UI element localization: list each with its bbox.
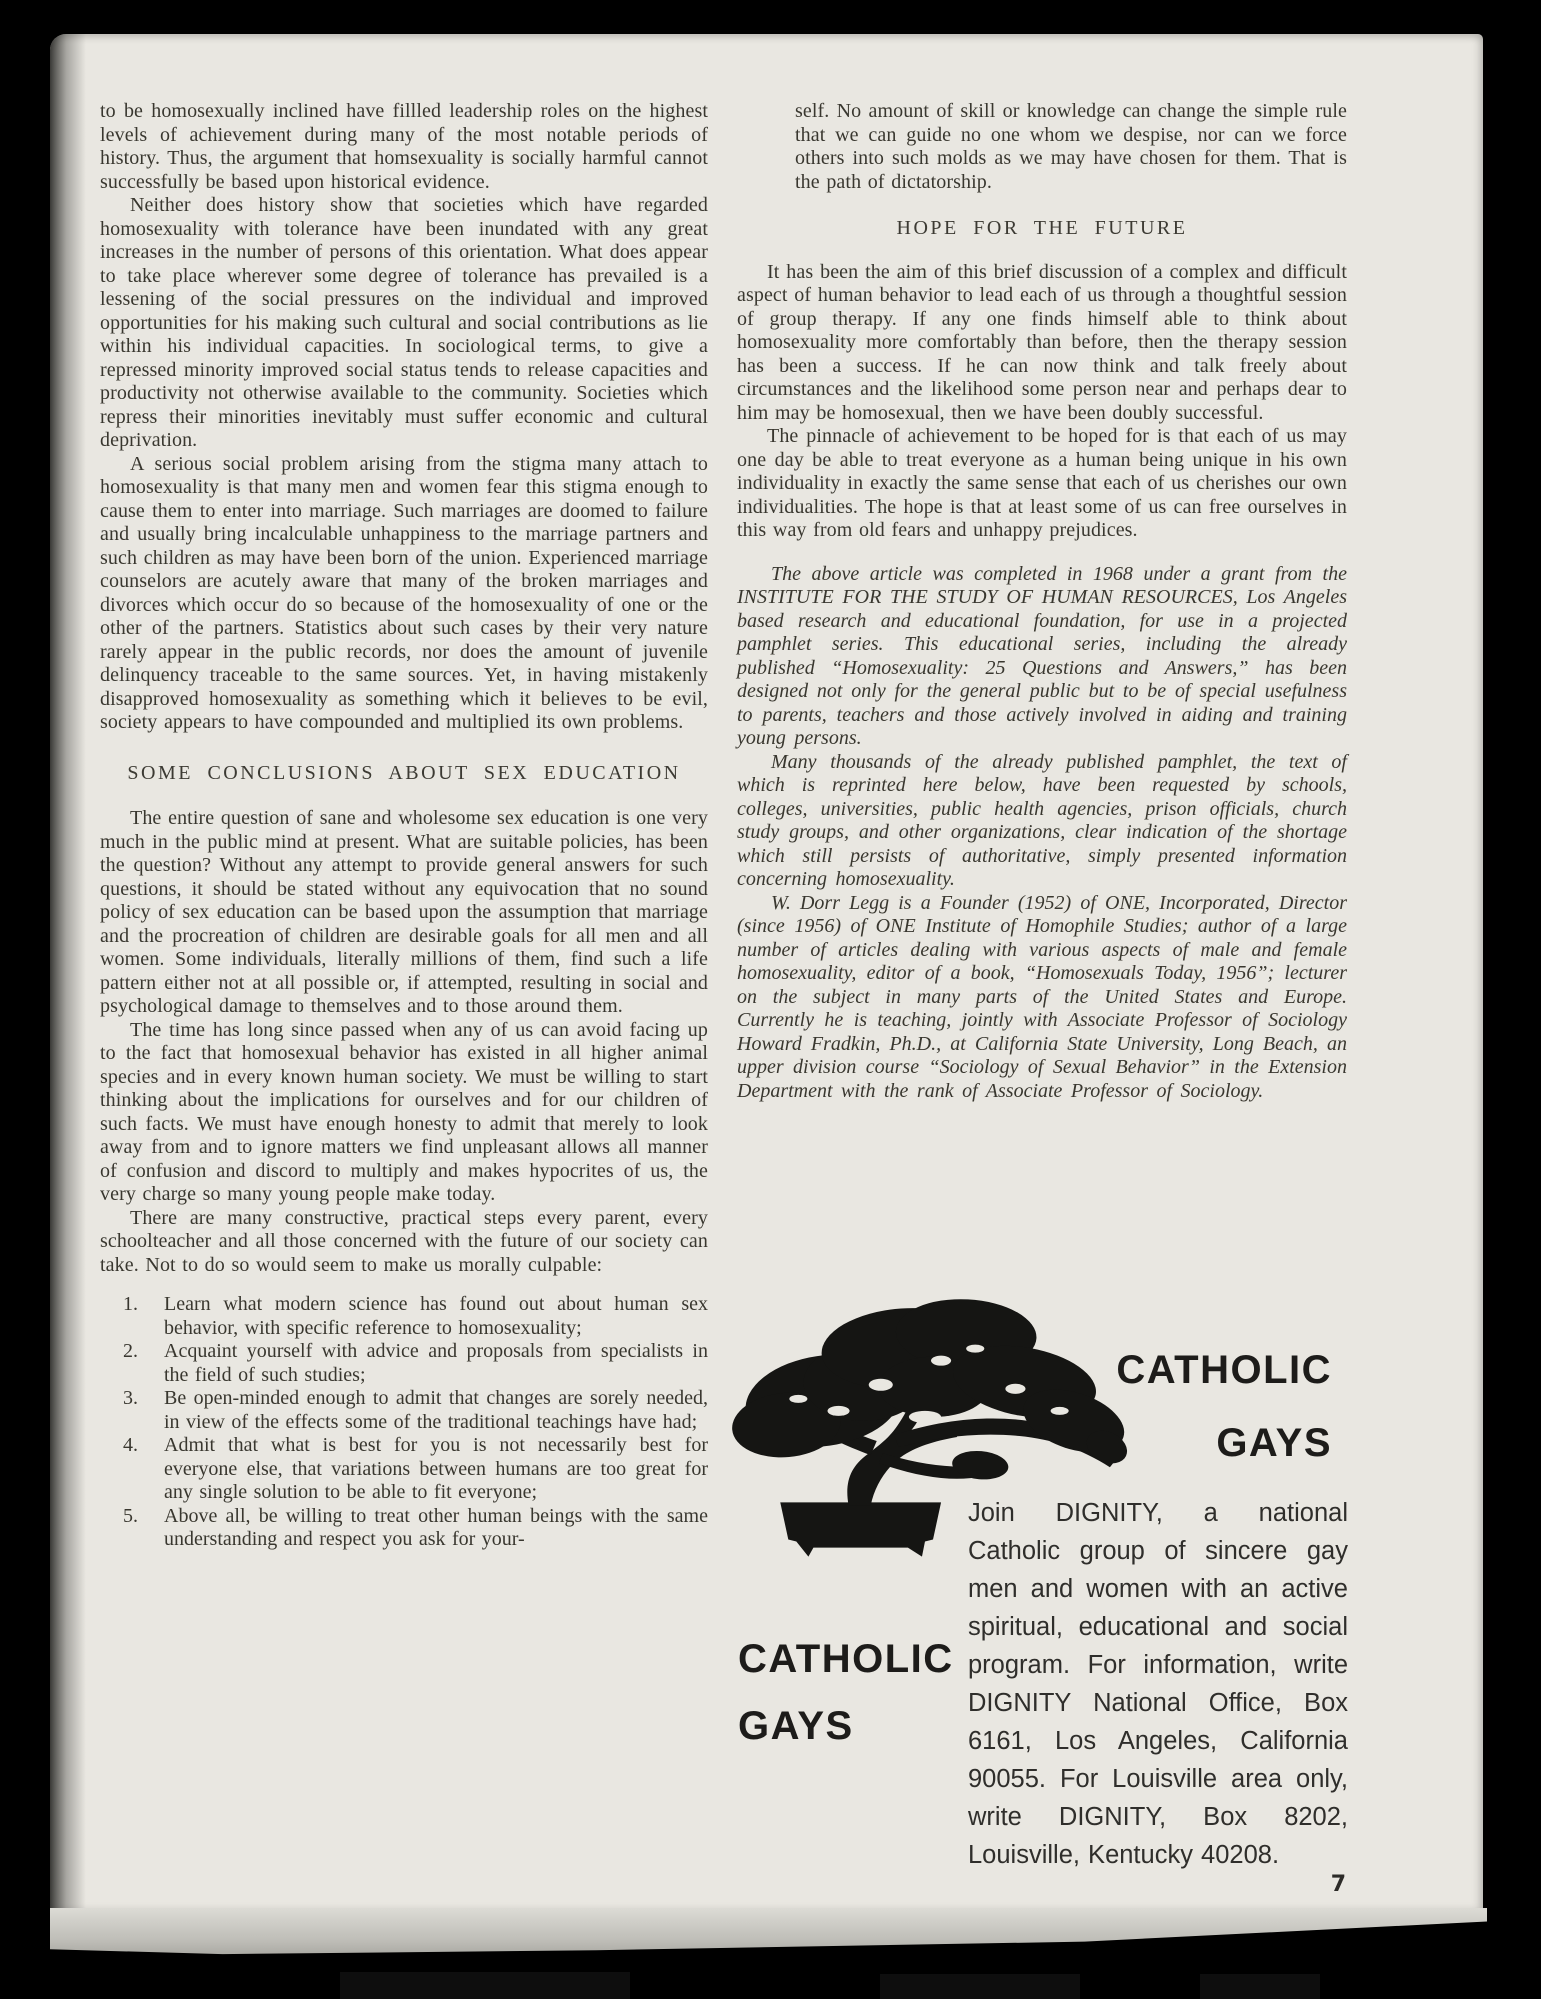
- scan-artifact: [1200, 1974, 1320, 1999]
- paragraph: A serious social problem arising from the stigma many attach to homosexuality is that many men and women fear this stigma enough to cause them to enter into marriage. Such marriages are doomed to failure and usually bring incalculable unhappiness to the marriage partners and such children as may have been born of the union. Experienced marriage counselors are acutely aware that many of the broken marriages and divorces which occur do so because of the homosexuality of one or the other of the partners. Statistics about such cases by their very nature rarely appear in the public records, nor does the amount of juvenile delinquency traceable to the same sources. Yet, in having mistakenly disapproved homosexuality as something which it believes to be evil, society appears to have compounded and multiplied its own problems.: [100, 452, 708, 733]
- list-item-number: 5.: [123, 1504, 138, 1527]
- magazine-page: [50, 34, 1483, 1910]
- paragraph: Neither does history show that societies which have regarded homosexuality with tolerance have been inundated with any great increases in the number of persons of this orientation. What does appear to take place wherever some degree of tolerance has prevailed is a lessening of the social pressures on the individual and improved opportunities for his making such cultural and social contributions as lie within his individual capacities. In sociological terms, to give a repressed minority improved social status tends to release capacities and productivity not otherwise available to the community. Societies which repress their minorities inevitably must suffer economic and cultural deprivation.: [100, 194, 708, 451]
- list-item: [100, 1505, 708, 1552]
- list-item: [100, 1340, 708, 1387]
- ad-title-line2: GAYS: [1216, 1421, 1332, 1465]
- list-item-text: Above all, be willing to treat other human beings with the same understanding and respect you ask for your-: [164, 1504, 708, 1550]
- list-item-text: Learn what modern science has found out about human sex behavior, with specific reference to homosexuality;: [164, 1293, 708, 1339]
- ad-title-line1: CATHOLIC: [1116, 1348, 1332, 1392]
- list-item-number: 2.: [123, 1340, 138, 1362]
- scan-artifact: [340, 1972, 630, 1999]
- paragraph-list-continuation: self. No amount of skill or knowledge can change the simple rule that we can guide no one whom we despise, nor can we force others into such molds as we may have chosen for them. That is the path of dictatorship.: [795, 100, 1347, 193]
- list-item-text: Acquaint yourself with advice and proposals from specialists in the field of such studies;: [164, 1340, 708, 1386]
- numbered-list: [100, 1293, 708, 1552]
- ad-title-line2: GAYS: [738, 1704, 854, 1748]
- list-item: [100, 1434, 708, 1505]
- list-item: [100, 1387, 708, 1434]
- ad-title-top-right: [1060, 1334, 1332, 1480]
- ad-title-line1: CATHOLIC: [738, 1637, 954, 1681]
- paragraph: The pinnacle of achievement to be hoped for is that each of us may one day be able to treat everyone as a human being unique in his own individuality in exactly the same sense that each of us cherishes our own individualities. The hope is that at least some of us can free ourselves in this way from old fears and unhappy prejudices.: [737, 425, 1347, 541]
- paragraph: There are many constructive, practical steps every parent, every schoolteacher and all those concerned with the future of our society can take. Not to do so would seem to make us morally culpable:: [100, 1206, 708, 1276]
- author-bio-note: W. Dorr Legg is a Founder (1952) of ONE, Incorporated, Director (since 1956) of ONE Institute of Homophile Studies; author of a large number of articles dealing with various aspects of male and female homosexuality, editor of a book, “Homosexuals Today, 1956”; lecturer on the subject in many parts of the United States and Europe. Currently he is teaching, jointly with Associate Professor of Sociology Howard Fradkin, Ph.D., at California State University, Long Beach, an upper division course “Sociology of Sexual Behavior” in the Extension Department with the rank of Associate Professor of Sociology.: [737, 891, 1347, 1102]
- right-column: [737, 100, 1347, 1103]
- list-item-number: 4.: [123, 1434, 138, 1456]
- section-heading-sex-education: SOME CONCLUSIONS ABOUT SEX EDUCATION: [127, 761, 681, 784]
- paragraph-continuation: to be homosexually inclined have fillled leadership roles on the highest levels of achievement during many of the most notable periods of history. Thus, the argument that homsexuality is socially harmful cannot successfully be based upon historical evidence.: [100, 100, 708, 193]
- paragraph: The entire question of sane and wholesome sex education is one very much in the public mind at present. What are suitable policies, has been the question? Without any attempt to provide general answers for such questions, it should be stated without any equivocation that no sound policy of sex education can be based upon the assumption that marriage and the procreation of children are desirable goals for all men and all women. Some individuals, literally millions of them, find such a life pattern either not at all possible or, if attempted, resulting in social and psychological damage to themselves and to those around them.: [100, 807, 708, 1017]
- paragraph: It has been the aim of this brief discussion of a complex and difficult aspect of human behavior to lead each of us through a thoughtful session of group therapy. If any one finds himself able to think about homosexuality more comfortably than before, then the therapy session has been a success. If he can now think and talk freely about circumstances and the likelihood some person near and perhaps dear to him may be homosexual, then we have been doubly successful.: [737, 260, 1347, 424]
- left-column: [100, 100, 708, 1552]
- paragraph: The time has long since passed when any of us can avoid facing up to the fact that homosexual behavior has existed in all higher animal species and in every known human society. We must be willing to start thinking about the implications for ourselves and for our children of such facts. We must have enough honesty to admit that merely to look away from and to ignore matters we find unpleasant allows all manner of confusion and discord to multiply and makes hypocrites of us, the very charge so many young people make today.: [100, 1018, 708, 1205]
- list-item-number: 3.: [123, 1387, 138, 1409]
- section-heading-hope: HOPE FOR THE FUTURE: [896, 217, 1188, 239]
- page-number: 7: [1330, 1872, 1346, 1897]
- list-item-text: Admit that what is best for you is not necessarily best for everyone else, that variations between humans are too great for any single solution to be able to fit everyone;: [164, 1434, 708, 1503]
- editor-note: Many thousands of the already published pamphlet, the text of which is reprinted here below, have been requested by schools, colleges, universities, public health agencies, prison officials, church study groups, and other organizations, clear indication of the shortage which still persists of authoritative, simply presented information concerning homosexuality.: [737, 750, 1347, 890]
- list-item-text: Be open-minded enough to admit that changes are sorely needed, in view of the effects some of the traditional teachings have had;: [164, 1387, 708, 1433]
- scan-artifact: [880, 1974, 1080, 1999]
- editor-note: The above article was completed in 1968 under a grant from the INSTITUTE FOR THE STUDY OF HUMAN RESOURCES, Los Angeles based research and educational foundation, for use in a projected pamphlet series. This educational series, including the already published “Homosexuality: 25 Questions and Answers,” has been designed not only for the general public but to be of special usefulness to parents, teachers and those actively involved in aiding and training young persons.: [737, 562, 1347, 749]
- list-item: [100, 1293, 708, 1340]
- list-item-number: 1.: [123, 1293, 138, 1315]
- page-bottom-edge: [50, 1908, 1487, 1956]
- ad-body-text: Join DIGNITY, a national Catholic group of sincere gay men and women with an active spiritual, educational and social program. For information, write DIGNITY National Office, Box 6161, Los Angeles, California 90055. For Louisville area only, write DIGNITY, Box 8202, Louisville, Kentucky 40208.: [968, 1499, 1348, 1869]
